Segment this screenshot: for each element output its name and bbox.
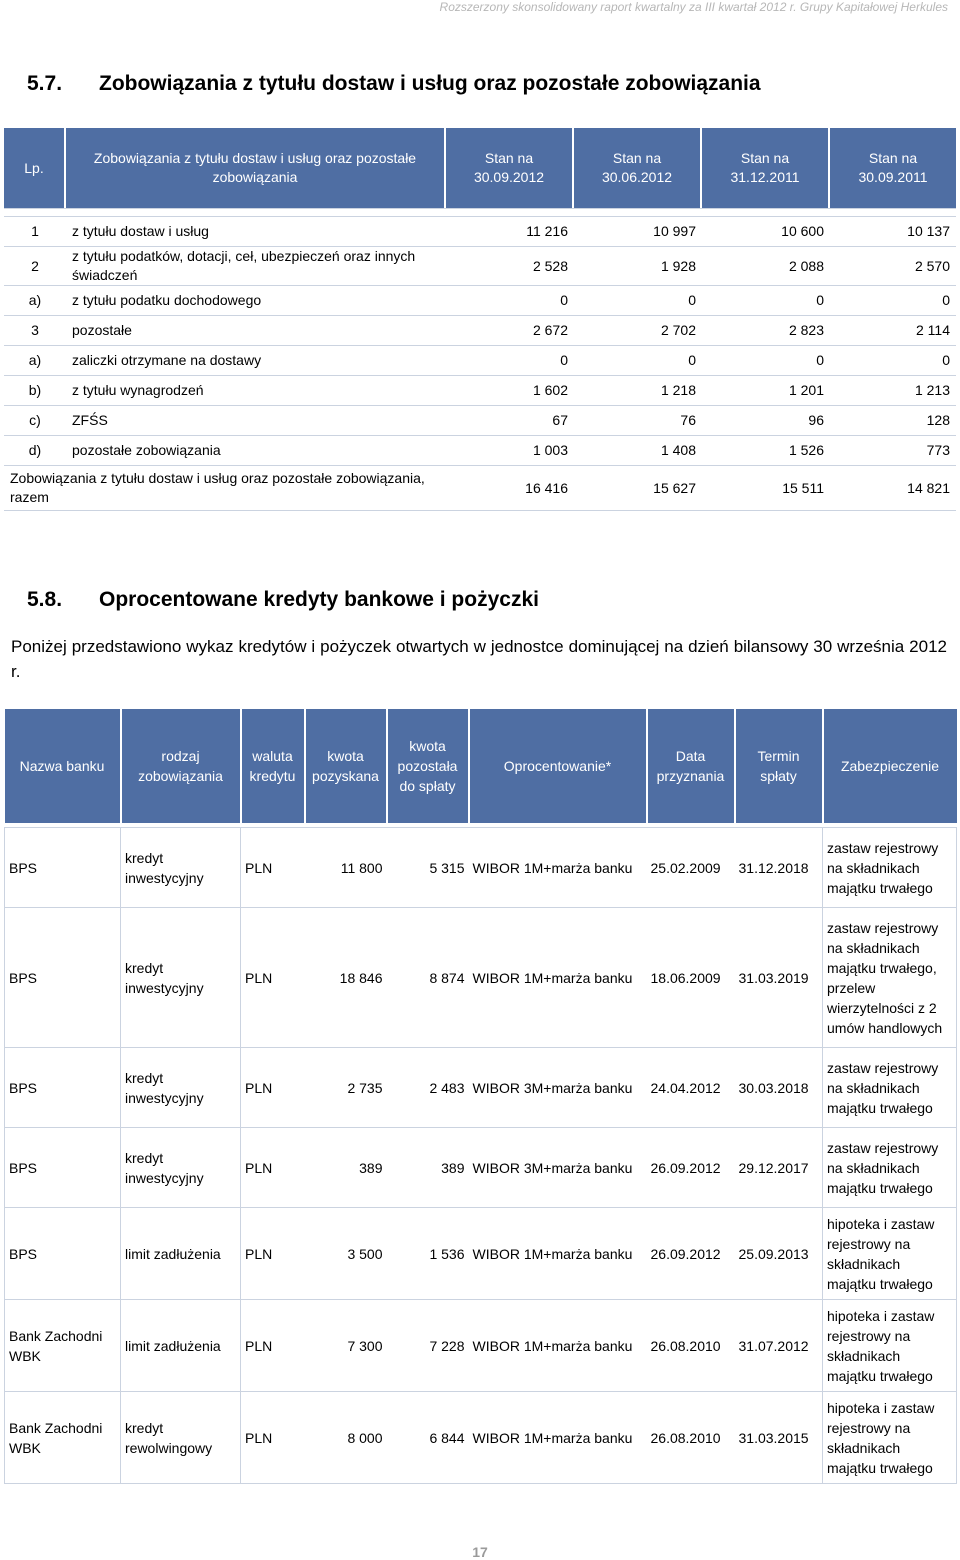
security: hipoteka i zastaw rejestrowy na składnikach majątku trwałego [823,1300,957,1392]
bank-name: BPS [5,1208,121,1300]
col-header-description: Zobowiązania z tytułu dostaw i usług oraz pozostałe zobowiązania [66,128,446,208]
row-number: 3 [4,315,66,345]
currency: PLN [241,1048,305,1128]
interest-rate: WIBOR 1M+marża banku [469,1300,647,1392]
currency: PLN [241,1128,305,1208]
row-label: z tytułu podatku dochodowego [66,285,446,315]
row-value: 128 [830,405,956,435]
row-value: 0 [830,285,956,315]
table-row [4,216,956,246]
row-value: 2 672 [446,315,574,345]
loan-type: kredyt inwestycyjny [121,1048,241,1128]
bank-name: BPS [5,908,121,1048]
amount-remaining: 8 874 [387,908,469,1048]
liabilities-table [4,128,956,511]
repayment-date: 31.07.2012 [735,1300,823,1392]
repayment-date: 30.03.2018 [735,1048,823,1128]
col-header-due: Termin spłaty [735,709,823,823]
section-number: 5.8. [27,588,63,611]
amount-remaining: 1 536 [387,1208,469,1300]
bank-name: BPS [5,1128,121,1208]
bank-name: Bank Zachodni WBK [5,1300,121,1392]
row-value: 0 [830,345,956,375]
col-header-remaining: kwota pozostała do spłaty [387,709,469,823]
amount-obtained: 2 735 [305,1048,387,1128]
amount-obtained: 389 [305,1128,387,1208]
amount-obtained: 3 500 [305,1208,387,1300]
row-value: 0 [574,345,702,375]
loan-type: limit zadłużenia [121,1208,241,1300]
table-row [5,1300,957,1392]
row-value: 76 [574,405,702,435]
loan-type: kredyt inwestycyjny [121,908,241,1048]
bank-name: Bank Zachodni WBK [5,1392,121,1484]
table-row [4,345,956,375]
col-header-granted: Data przyznania [647,709,735,823]
loans-table [4,709,957,1484]
row-label: z tytułu podatków, dotacji, ceł, ubezpieczeń oraz innych świadczeń [66,246,446,285]
row-value: 1 218 [574,375,702,405]
currency: PLN [241,908,305,1048]
bank-name: BPS [5,828,121,908]
currency: PLN [241,1300,305,1392]
loan-type: kredyt rewolwingowy [121,1392,241,1484]
col-header-2012-09: Stan na 30.09.2012 [446,128,574,208]
row-value: 10 137 [830,216,956,246]
table-row [4,246,956,285]
interest-rate: WIBOR 1M+marża banku [469,908,647,1048]
row-value: 2 823 [702,315,830,345]
col-header-type: rodzaj zobowiązania [121,709,241,823]
total-value: 16 416 [446,465,574,511]
table-header-row [4,128,956,208]
loan-type: kredyt inwestycyjny [121,1128,241,1208]
security: hipoteka i zastaw rejestrowy na składnikach majątku trwałego [823,1392,957,1484]
col-header-2011-12: Stan na 31.12.2011 [702,128,830,208]
row-value: 0 [446,345,574,375]
col-header-bank: Nazwa banku [5,709,121,823]
col-header-obtained: kwota pozyskana [305,709,387,823]
currency: PLN [241,828,305,908]
row-number: 2 [4,246,66,285]
table-header-row [5,709,957,823]
date-granted: 18.06.2009 [647,908,735,1048]
date-granted: 25.02.2009 [647,828,735,908]
repayment-date: 31.12.2018 [735,828,823,908]
col-header-lp: Lp. [4,128,66,208]
row-label: z tytułu wynagrodzeń [66,375,446,405]
spacer-cell [4,208,956,216]
row-value: 2 528 [446,246,574,285]
amount-remaining: 2 483 [387,1048,469,1128]
table-row [4,405,956,435]
row-value: 2 570 [830,246,956,285]
row-label: z tytułu dostaw i usług [66,216,446,246]
total-value: 15 511 [702,465,830,511]
repayment-date: 31.03.2015 [735,1392,823,1484]
row-value: 0 [574,285,702,315]
bank-name: BPS [5,1048,121,1128]
table-row [5,1208,957,1300]
amount-remaining: 6 844 [387,1392,469,1484]
total-label: Zobowiązania z tytułu dostaw i usług oraz pozostałe zobowiązania, razem [4,465,446,511]
row-value: 2 702 [574,315,702,345]
row-value: 11 216 [446,216,574,246]
date-granted: 26.09.2012 [647,1128,735,1208]
row-value: 0 [702,285,830,315]
col-header-currency: waluta kredytu [241,709,305,823]
interest-rate: WIBOR 1M+marża banku [469,1392,647,1484]
table-row [4,315,956,345]
row-label: ZFŚS [66,405,446,435]
interest-rate: WIBOR 1M+marża banku [469,828,647,908]
amount-remaining: 7 228 [387,1300,469,1392]
col-header-2011-09: Stan na 30.09.2011 [830,128,956,208]
interest-rate: WIBOR 3M+marża banku [469,1128,647,1208]
row-number: d) [4,435,66,465]
row-value: 10 997 [574,216,702,246]
date-granted: 26.09.2012 [647,1208,735,1300]
row-value: 96 [702,405,830,435]
row-value: 773 [830,435,956,465]
row-value: 2 114 [830,315,956,345]
col-header-interest: Oprocentowanie* [469,709,647,823]
section-title-5-7 [27,72,761,96]
row-label: zaliczki otrzymane na dostawy [66,345,446,375]
row-value: 2 088 [702,246,830,285]
amount-remaining: 389 [387,1128,469,1208]
interest-rate: WIBOR 1M+marża banku [469,1208,647,1300]
table-row [4,285,956,315]
row-number: a) [4,285,66,315]
amount-obtained: 7 300 [305,1300,387,1392]
running-header: Rozszerzony skonsolidowany raport kwartalny za III kwartał 2012 r. Grupy Kapitałowej Herkules [439,0,948,14]
section-title-5-8 [27,588,539,612]
total-value: 15 627 [574,465,702,511]
row-number: 1 [4,216,66,246]
row-number: a) [4,345,66,375]
table-row [4,435,956,465]
table-row [5,1128,957,1208]
row-value: 1 602 [446,375,574,405]
amount-obtained: 18 846 [305,908,387,1048]
table-row [5,1048,957,1128]
table-row [5,1392,957,1484]
page-number: 17 [472,1544,488,1560]
currency: PLN [241,1208,305,1300]
col-header-security: Zabezpieczenie [823,709,957,823]
row-value: 1 928 [574,246,702,285]
date-granted: 26.08.2010 [647,1300,735,1392]
total-value: 14 821 [830,465,956,511]
row-value: 0 [702,345,830,375]
security: hipoteka i zastaw rejestrowy na składnikach majątku trwałego [823,1208,957,1300]
total-row [4,465,956,511]
section-number: 5.7. [27,72,63,95]
table-row [5,828,957,908]
amount-obtained: 11 800 [305,828,387,908]
section-heading: Zobowiązania z tytułu dostaw i usług oraz pozostałe zobowiązania [99,72,761,95]
row-value: 67 [446,405,574,435]
security: zastaw rejestrowy na składnikach majątku trwałego [823,828,957,908]
loan-type: limit zadłużenia [121,1300,241,1392]
security: zastaw rejestrowy na składnikach majątku trwałego [823,1128,957,1208]
amount-remaining: 5 315 [387,828,469,908]
section-heading: Oprocentowane kredyty bankowe i pożyczki [99,588,539,611]
row-value: 1 201 [702,375,830,405]
row-value: 1 003 [446,435,574,465]
row-label: pozostałe [66,315,446,345]
row-value: 10 600 [702,216,830,246]
row-number: b) [4,375,66,405]
section-58-intro: Poniżej przedstawiono wykaz kredytów i pożyczek otwartych w jednostce dominującej na dzień bilansowy 30 września 2012 r. [11,637,947,681]
row-value: 1 213 [830,375,956,405]
repayment-date: 25.09.2013 [735,1208,823,1300]
date-granted: 24.04.2012 [647,1048,735,1128]
security: zastaw rejestrowy na składnikach majątku trwałego [823,1048,957,1128]
row-value: 1 408 [574,435,702,465]
repayment-date: 31.03.2019 [735,908,823,1048]
col-header-2012-06: Stan na 30.06.2012 [574,128,702,208]
spacer-row [4,208,956,216]
row-value: 0 [446,285,574,315]
amount-obtained: 8 000 [305,1392,387,1484]
security: zastaw rejestrowy na składnikach majątku trwałego, przelew wierzytelności z 2 umów handlowych [823,908,957,1048]
row-value: 1 526 [702,435,830,465]
table-row [4,375,956,405]
interest-rate: WIBOR 3M+marża banku [469,1048,647,1128]
row-label: pozostałe zobowiązania [66,435,446,465]
currency: PLN [241,1392,305,1484]
row-number: c) [4,405,66,435]
date-granted: 26.08.2010 [647,1392,735,1484]
repayment-date: 29.12.2017 [735,1128,823,1208]
table-row [5,908,957,1048]
loan-type: kredyt inwestycyjny [121,828,241,908]
